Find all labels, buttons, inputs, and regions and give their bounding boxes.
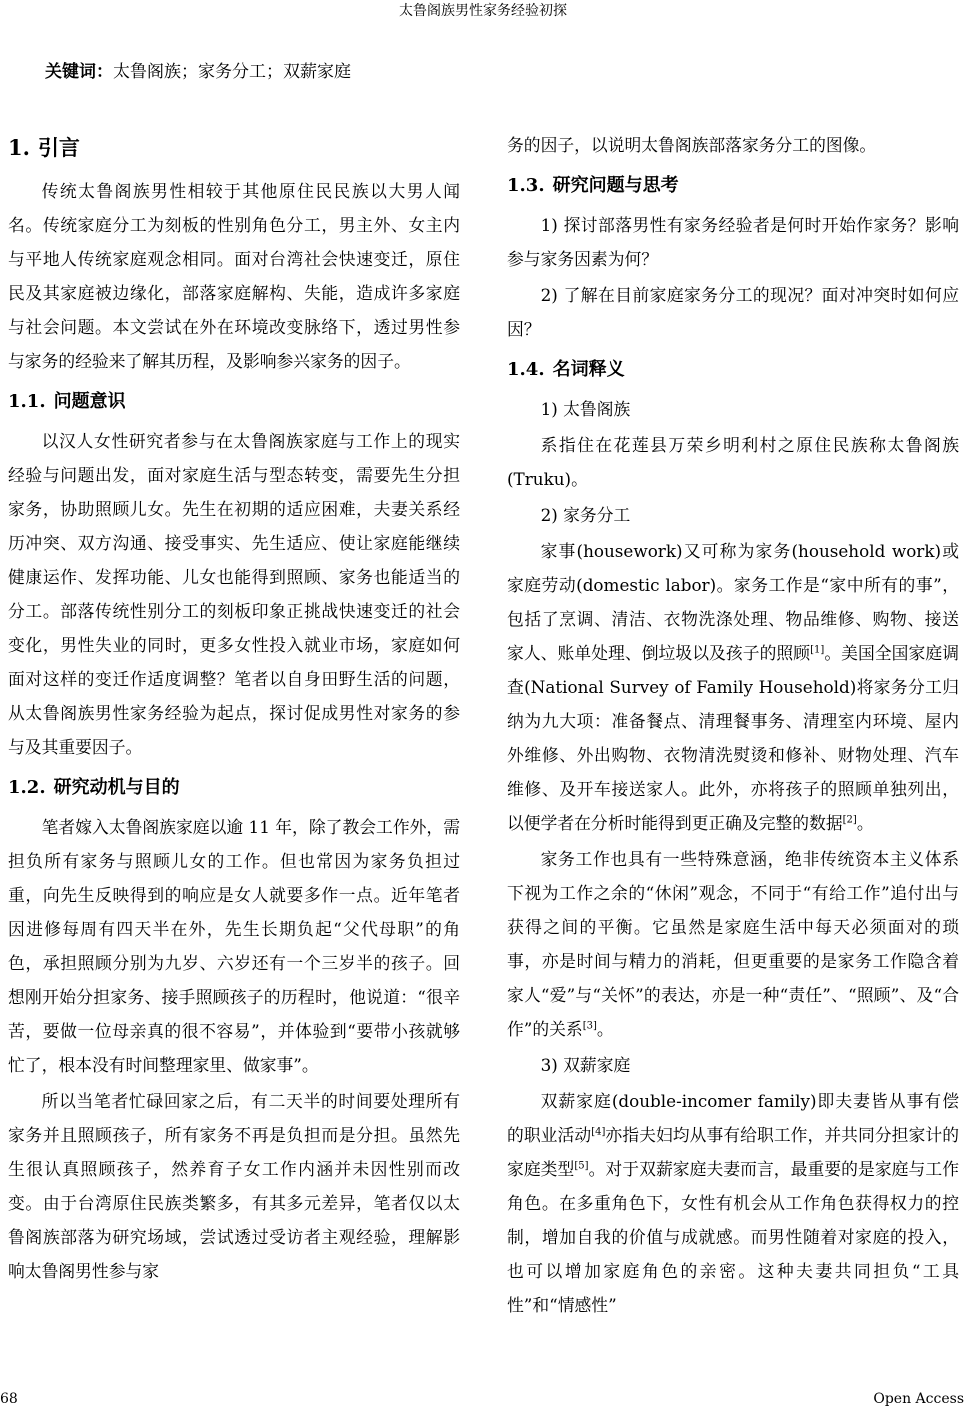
- section-heading-1-3: 1.3. 研究问题与思考: [507, 175, 679, 196]
- paragraph: 传统太鲁阁族男性相较于其他原住民民族以大男人闻名。传统家庭分工为刻板的性别角色分工，男主外、女主内与平地人传统家庭观念相同。面对台湾社会快速变迁，原住民及其家庭被边缘化，部落家庭解构、失能，造成许多家庭与社会问题。本文尝试在外在环境改变脉络下，透过男性参与家务的经验来了解其历程，及影响参兴家务的因子。: [8, 181, 460, 371]
- section-heading-1-2: 1.2. 研究动机与目的: [8, 777, 180, 798]
- keywords-text: 太鲁阁族；家务分工；双薪家庭: [113, 62, 351, 82]
- paragraph: 双薪家庭(double-incomer family)即夫妻皆从事有偿的职业活动[4]亦指夫妇均从事有给职工作，并共同分担家计的家庭类型[5]。对于双薪家庭夫妻而言，最重要的是家庭与工作角色。在多重角色下，女性有机会从工作角色获得权力的控制，增加自我的价值与成就感。而男性随着对家庭的投入，也可以增加家庭角色的亲密。这种夫妻共同担负“工具性”和“情感性”: [507, 1091, 959, 1315]
- left-column: [8, 128, 460, 1290]
- section-heading-1-1: 1.1. 问题意识: [8, 391, 126, 412]
- question-item: 2) 了解在目前家庭家务分工的现况？面对冲突时如何应因？: [507, 285, 959, 339]
- term-heading: 1) 太鲁阁族: [540, 399, 631, 419]
- citation-ref: [2]: [842, 814, 857, 826]
- paragraph: 家事(housework)又可称为家务(household work)或家庭劳动(domestic labor)。家务工作是“家中所有的事”，包括了烹调、清洁、衣物洗涤处理、物品维修、购物、接送家人、账单处理、倒垃圾以及孩子的照顾[1]。美国全国家庭调查(National Survey of Family Household)将家务分工归纳为九大项：准备餐点、清理餐事务、清理室内环境、屋内外维修、外出购物、衣物清洗熨烫和修补、财物处理、汽车维修、及开车接送家人。此外，亦将孩子的照顾单独列出，以便学者在分析时能得到更正确及完整的数据[2]。: [507, 541, 959, 833]
- term-heading: 2) 家务分工: [540, 505, 631, 525]
- journal-label: Open Access: [873, 1391, 964, 1407]
- citation-ref: [4]: [591, 1126, 606, 1138]
- right-column: [507, 128, 959, 1324]
- paragraph: 所以当笔者忙碌回家之后，有二天半的时间要处理所有家务并且照顾孩子，所有家务不再是负担而是分担。虽然先生很认真照顾孩子，然养育子女工作内涵并未因性别而改变。由于台湾原住民族类繁多，有其多元差异，笔者仅以太鲁阁族部落为研究场域，尝试透过受访者主观经验，理解影响太鲁阁男性参与家: [8, 1091, 460, 1281]
- paragraph: 以汉人女性研究者参与在太鲁阁族家庭与工作上的现实经验与问题出发，面对家庭生活与型态转变，需要先生分担家务，协助照顾儿女。先生在初期的适应困难，夫妻关系经历冲突、双方沟通、接受事实、先生适应、使让家庭能继续健康运作、发挥功能、儿女也能得到照顾、家务也能适当的分工。部落传统性别分工的刻板印象正挑战快速变迁的社会变化，男性失业的同时，更多女性投入就业市场，家庭如何面对这样的变迁作适度调整？笔者以自身田野生活的问题，从太鲁阁族男性家务经验为起点，探讨促成男性对家务的参与及其重要因子。: [8, 431, 460, 757]
- citation-ref: [1]: [810, 644, 825, 656]
- page-number: 68: [0, 1391, 18, 1407]
- paragraph-continued: 务的因子，以说明太鲁阁族部落家务分工的图像。: [507, 135, 877, 155]
- running-head: 太鲁阁族男性家务经验初探: [399, 3, 567, 19]
- paragraph: 家务工作也具有一些特殊意涵，绝非传统资本主义体系下视为工作之余的“休闲”观念，不同于“有给工作”追付出与获得之间的平衡。它虽然是家庭生活中每天必须面对的琐事，亦是时间与精力的消耗，但更重要的是家务工作隐含着家人“爱”与“关怀”的表达，亦是一种“责任”、“照顾”、及“合作”的关系[3]。: [507, 849, 959, 1039]
- keywords-label: 关键词：: [45, 62, 113, 82]
- term-heading: 3) 双薪家庭: [540, 1055, 631, 1075]
- paragraph: 笔者嫁入太鲁阁族家庭以逾 11 年，除了教会工作外，需担负所有家务与照顾儿女的工作。但也常因为家务负担过重，向先生反映得到的响应是女人就要多作一点。近年笔者因进修每周有四天半在外，先生长期负起“父代母职”的角色，承担照顾分别为九岁、六岁还有一个三岁半的孩子。回想刚开始分担家务、接手照顾孩子的历程时，他说道：“很辛苦，要做一位母亲真的很不容易”，并体验到“要带小孩就够忙了，根本没有时间整理家里、做家事”。: [8, 817, 460, 1075]
- paragraph: 系指住在花莲县万荣乡明利村之原住民族称太鲁阁族(Truku)。: [507, 435, 959, 489]
- section-heading-1-4: 1.4. 名词释义: [507, 359, 625, 380]
- citation-ref: [3]: [582, 1020, 597, 1032]
- citation-ref: [5]: [574, 1160, 589, 1172]
- keywords-line: [45, 60, 351, 84]
- section-heading-1: 1. 引言: [8, 135, 80, 160]
- question-item: 1) 探讨部落男性有家务经验者是何时开始作家务？影响参与家务因素为何？: [507, 215, 959, 269]
